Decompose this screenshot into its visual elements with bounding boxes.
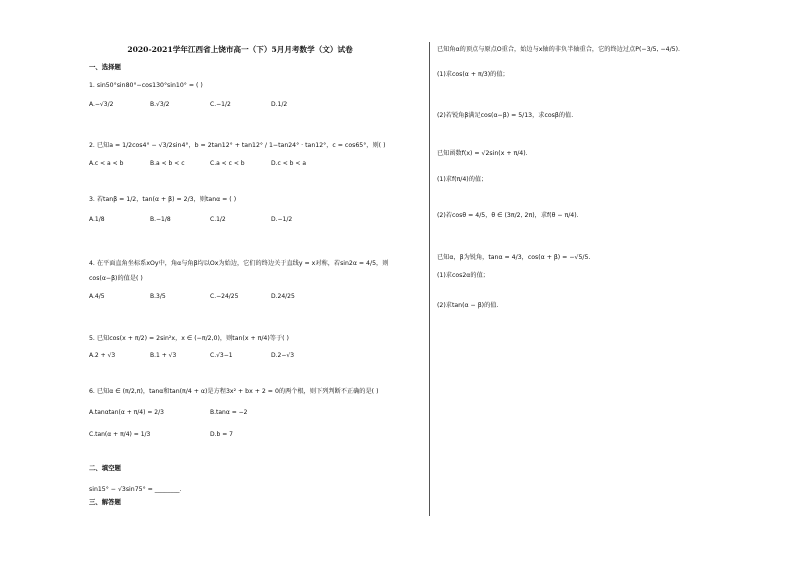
problem-2-part-1: (1)求f(π/4)的值；	[437, 176, 488, 183]
question-3-option-b: B.−1/8	[150, 216, 171, 223]
column-divider	[429, 42, 430, 516]
question-6-option-d: D.b = 7	[210, 431, 233, 438]
question-5-option-a: A.2 + √3	[89, 352, 116, 359]
fill-blank-question: sin15° − √3sin75° = ________．	[89, 486, 186, 493]
question-5-stem: 5. 已知cos(x + π/2) = 2sin²x，x ∈ (−π/2,0)，则tan(x + π/4)等于( )	[89, 335, 289, 342]
question-1-option-d: D.1/2	[271, 101, 288, 108]
question-1-option-b: B.√3/2	[150, 101, 170, 108]
question-2-option-c: C.a < c < b	[210, 160, 245, 167]
question-6-option-b: B.tanα = −2	[210, 409, 248, 416]
problem-3-part-1: (1)求cos2α的值；	[437, 272, 489, 279]
question-2-option-d: D.c < b < a	[271, 160, 306, 167]
question-2-stem: 2. 已知a = 1/2cos4° − √3/2sin4°，b = 2tan12° + tan12° / 1−tan24° · tan12°，c = cos65°，则( )	[89, 142, 386, 149]
question-3-option-d: D.−1/2	[271, 216, 293, 223]
problem-2-part-2: (2)若cosθ = 4/5，θ ∈ (3π/2, 2π)，求f(θ − π/4).	[437, 212, 579, 219]
question-3-option-a: A.1/8	[89, 216, 105, 223]
section-heading-choice: 一、选择题	[89, 63, 121, 71]
question-2-option-a: A.c < a < b	[89, 160, 124, 167]
question-4-option-c: C.−24/25	[210, 293, 239, 300]
question-4-option-d: D.24/25	[271, 293, 295, 300]
question-4-option-a: A.4/5	[89, 293, 105, 300]
problem-1-part-2: (2)若锐角β满足cos(α−β) = 5/13，求cosβ的值.	[437, 112, 574, 119]
problem-1-part-1: (1)求cos(α + π/3)的值；	[437, 71, 509, 78]
page-title: 2020-2021学年江西省上饶市高一（下）5月月考数学（文）试卷	[127, 45, 353, 54]
problem-2-stem: 已知函数f(x) = √2sin(x + π/4).	[437, 150, 528, 157]
question-5-option-c: C.√3−1	[210, 352, 233, 359]
question-6-option-c: C.tan(α + π/4) = 1/3	[89, 431, 151, 438]
section-heading-fill: 二、填空题	[89, 464, 121, 472]
question-3-option-c: C.1/2	[210, 216, 226, 223]
question-4-option-b: B.3/5	[150, 293, 166, 300]
section-heading-answer: 三、解答题	[89, 498, 121, 506]
question-6-stem: 6. 已知α ∈ (π/2,π)，tanα和tan(π/4 + α)是方程3x² + bx + 2 = 0的两个根，则下列判断不正确的是( )	[89, 388, 379, 395]
question-1-option-c: C.−1/2	[210, 101, 231, 108]
question-6-option-a: A.tanαtan(α + π/4) = 2/3	[89, 409, 164, 416]
question-1-stem: 1. sin50°sin80°−cos130°sin10° = ( )	[89, 82, 203, 89]
question-4-stem-continued: cos(α−β)的值是( )	[89, 275, 143, 282]
problem-3-part-2: (2)求tan(α − β)的值.	[437, 302, 499, 309]
question-5-option-b: B.1 + √3	[150, 352, 177, 359]
question-5-option-d: D.2−√3	[271, 352, 295, 359]
question-3-stem: 3. 若tanβ = 1/2，tan(α + β) = 2/3，则tanα = ( )	[89, 196, 237, 203]
question-4-stem: 4. 在平面直角坐标系xOy中，角α与角β均以Ox为始边，它们的终边关于直线y = x对称，若sin2α = 4/5，则	[89, 260, 389, 267]
problem-3-stem: 已知α，β为锐角，tanα = 4/3，cos(α + β) = −√5/5.	[437, 254, 591, 261]
question-1-option-a: A.−√3/2	[89, 101, 114, 108]
problem-1-stem: 已知角α的顶点与原点O重合，始边与x轴的非负半轴重合，它的终边过点P(−3/5, −4/5).	[437, 46, 680, 53]
question-2-option-b: B.a < b < c	[150, 160, 185, 167]
